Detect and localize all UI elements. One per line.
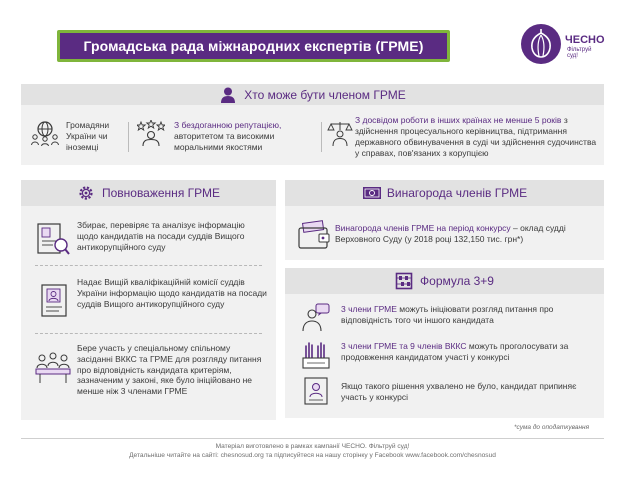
experience-highlight: З досвідом роботи в інших країнах не менше 5 років [355,115,562,125]
formula-item-initiate [341,304,597,326]
title-banner [57,30,450,62]
logo-tagline: Фільтруй суд! [567,47,592,59]
formula-title: Формула 3+9 [420,274,494,288]
formula-header [285,268,604,294]
initiate-text: можуть ініціювати розгляд питання про відповідність того чи іншого кандидата [341,304,554,325]
meeting-table-icon [35,350,71,386]
who-panel [21,84,604,165]
footer-line-1: Матеріал виготовлено в рамках кампанії ЧЕСНО. Фільтруй суд! [215,443,410,450]
page-title: Громадська рада міжнародних експертів (ГРМЕ) [83,38,424,54]
footnote: *сума до оподаткування [514,424,590,431]
divider [128,122,129,152]
reward-title: Винагорода членів ГРМЕ [386,186,528,200]
wallet-icon [297,218,331,252]
formula-item-stop: Якщо такого рішення ухвалено не було, кандидат припиняє участь у конкурсі [341,381,577,402]
formula-item-vote [341,341,597,363]
divider [35,265,262,266]
people-globe-icon [31,120,59,146]
gear-icon [77,184,95,202]
formula-panel [285,268,604,418]
logo-name: ЧЕСНО [565,34,605,46]
who-item-citizens: Громадяни України чи іноземці [66,120,110,152]
powers-title: Повноваження ГРМЕ [101,186,221,200]
reward-body: – оклад судді Верховного Суду (у 2018 році 132,150 тис. грн*) [335,223,566,244]
initiate-highlight: 3 члени ГРМЕ [341,304,397,314]
power-item-inform: Надає Вищій кваліфікаційній комісії суддів України інформацію щодо кандидатів на посади суддів Вищого антикорупційного суду [77,277,267,309]
document-magnifier-icon [35,221,71,257]
reward-header [285,180,604,206]
reputation-highlight: З бездоганною репутацією, [174,120,282,130]
who-item-reputation [174,120,316,153]
who-title: Хто може бути членом ГРМЕ [244,87,406,102]
divider [35,333,262,334]
footer [0,442,625,460]
reward-highlight: Винагорода членів ГРМЕ на період конкурсу [335,223,511,233]
reward-panel [285,180,604,260]
reward-text [335,223,597,245]
abacus-icon [395,272,413,290]
stars-person-icon [137,120,165,146]
footer-divider [21,438,604,439]
vote-text: можуть проголосувати за продовження кандидатом участі у конкурсі [341,341,569,362]
reputation-text: авторитетом та високими моральними якостями [174,131,275,152]
banknote-icon [362,184,380,202]
divider [321,122,322,152]
powers-panel [21,180,276,420]
who-item-experience [355,115,600,159]
person-speech-icon [301,302,331,332]
powers-header [21,180,276,206]
power-item-meeting: Бере участь у спеціальному спільному засіданні ВККС та ГРМЕ для розгляду питання про відповідність кандидата критеріям, зазначеним у законі, яке було ініційовано не менше ніж 3 членами ГРМЕ [77,343,262,397]
garlic-logo-icon [521,24,561,64]
who-header [21,84,604,105]
voting-hands-icon [301,340,331,370]
experience-text: з здійснення процесуального керівництва, підтримання державного обвинувачення в суді чи здійснення судочинства у справах, пов'язаних з корупцією [355,115,597,158]
vote-highlight: 3 члени ГРМЕ та 9 членів ВККС [341,341,467,351]
power-item-collect: Збирає, перевіряє та аналізує інформацію щодо кандидатів на посади суддів Вищого антикорупційного суду [77,220,245,252]
document-person-icon [301,376,331,406]
id-card-icon [37,283,73,319]
footer-line-2: Детальніше читайте на сайті: chesnosud.org та підписуйтеся на нашу сторінку у Facebook www.facebook.com/chesnosud [129,452,496,459]
chesno-logo [521,24,605,66]
scales-person-icon [326,120,354,146]
person-icon [219,86,237,104]
